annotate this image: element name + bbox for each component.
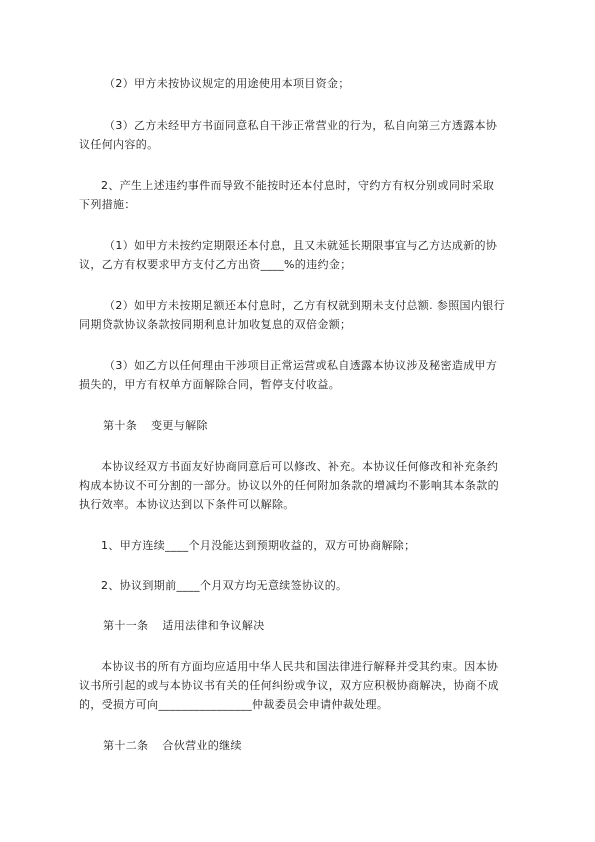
paragraph-remedy-1-line2: 议，乙方有权要求甲方支付乙方出资____%的违约金； [79, 258, 352, 271]
article-11-body-line3: 的，受损方可向________________仲裁委员会申请仲裁处理。 [79, 698, 389, 711]
article-10-body-line2: 构成本协议不可分割的一部分。协议以外的任何附加条款的增减均不影响其本条款的 [79, 479, 499, 492]
paragraph-remedies-line2: 下列措施： [79, 198, 136, 211]
paragraph-breach-2: （2）甲方未按协议规定的用途使用本项目资金； [104, 77, 350, 90]
article-12-number: 第十二条 [103, 739, 149, 752]
paragraph-remedy-3-line2: 损失的，甲方有权单方面解除合同，暂停支付收益。 [79, 378, 341, 391]
article-10-body-line1: 本协议经双方书面友好协商同意后可以修改、补充。本协议任何修改和补充条约 [101, 460, 499, 473]
article-11-heading [103, 619, 265, 633]
paragraph-remedy-2-line1: （2）如甲方未按期足额还本付息时，乙方有权就到期未支付总额. 参照国内银行 [104, 299, 505, 312]
article-10-body-line3: 执行效率。本协议达到以下条件可以解除。 [79, 498, 295, 511]
paragraph-remedies-line1: 2、产生上述违约事件而导致不能按时还本付息时，守约方有权分别或同时采取 [101, 179, 495, 192]
article-11-title: 适用法律和争议解决 [162, 619, 265, 632]
article-10-title: 变更与解除 [151, 419, 208, 432]
article-10-number: 第十条 [103, 419, 138, 432]
article-12-title: 合伙营业的继续 [162, 739, 242, 752]
paragraph-breach-3-line2: 议任何内容的。 [79, 138, 159, 151]
paragraph-remedy-3-line1: （3）如乙方以任何理由干涉项目正常运营或私自透露本协议涉及秘密造成甲方 [104, 359, 498, 372]
article-10-item-1: 1、甲方连续____个月没能达到预期收益的，双方可协商解除； [101, 539, 416, 552]
article-11-body-line2: 议书所引起的或与本协议书有关的任何纠纷或争议，双方应积极协商解决，协商不成 [79, 679, 499, 692]
article-10-item-2: 2、协议到期前____个月双方均无意续签协议的。 [101, 579, 348, 592]
paragraph-breach-3-line1: （3）乙方未经甲方书面同意私自干涉正常营业的行为，私自向第三方透露本协 [104, 119, 498, 132]
article-10-heading [103, 419, 208, 433]
article-11-body-line1: 本协议书的所有方面均应适用中华人民共和国法律进行解释并受其约束。因本协 [101, 660, 499, 673]
article-11-number: 第十一条 [103, 619, 149, 632]
article-12-heading [103, 739, 242, 753]
paragraph-remedy-1-line1: （1）如甲方未按约定期限还本付息，且又未就延长期限事宜与乙方达成新的协 [104, 239, 498, 252]
paragraph-remedy-2-line2: 同期贷款协议条款按同期利息计加收复息的双倍金额； [79, 318, 352, 331]
